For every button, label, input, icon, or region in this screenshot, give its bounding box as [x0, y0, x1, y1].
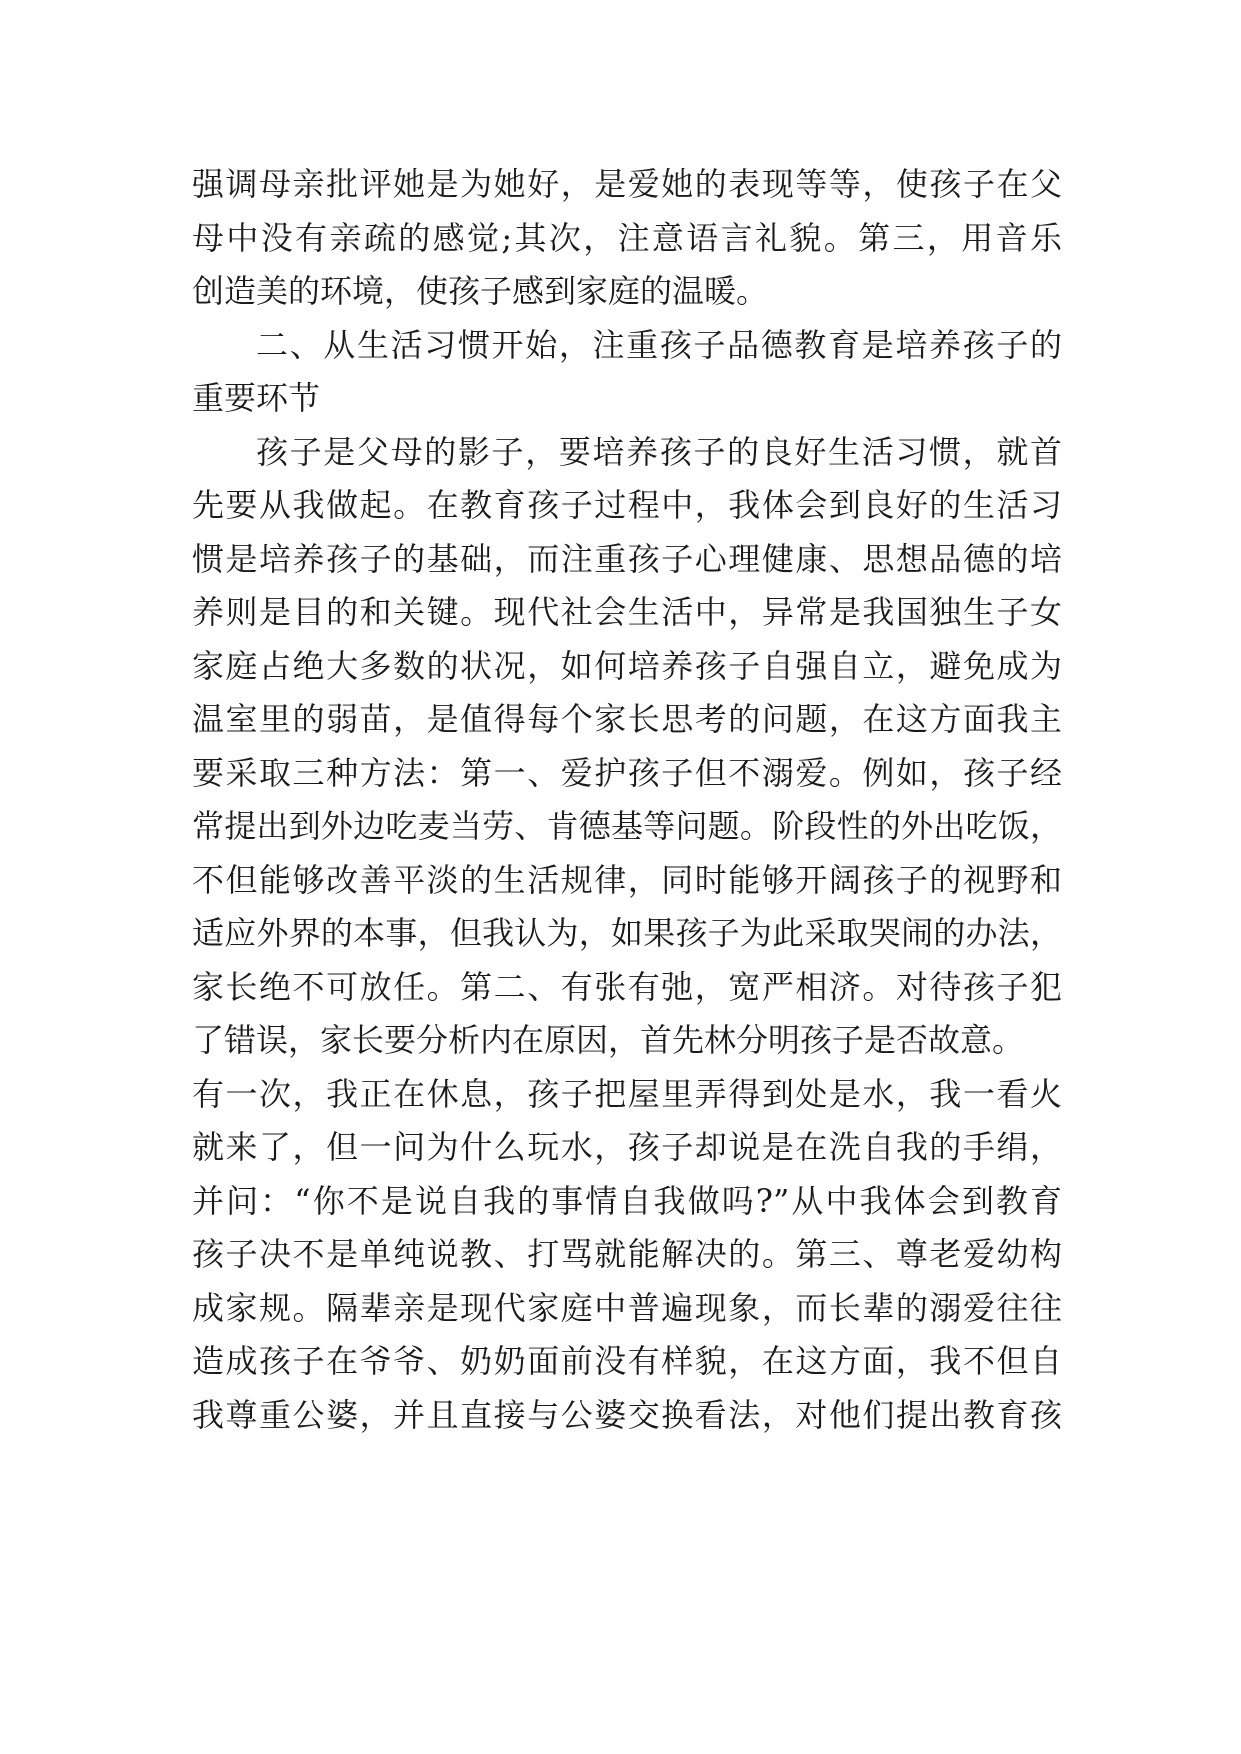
text-line: 温室里的弱苗，是值得每个家长思考的问题，在这方面我主: [192, 700, 1062, 738]
text-line: 家长绝不可放任。第二、有张有弛，宽严相济。对待孩子犯: [192, 967, 1062, 1006]
text-line: 我尊重公婆，并且直接与公婆交换看法，对他们提出教育孩: [192, 1395, 1062, 1434]
text-line: 就来了，但一问为什么玩水，孩子却说是在洗自我的手绢，: [192, 1128, 1062, 1166]
text-line: 常提出到外边吃麦当劳、肯德基等问题。阶段性的外出吃饭，: [192, 807, 1062, 845]
text-line: 要采取三种方法：第一、爱护孩子但不溺爱。例如，孩子经: [192, 753, 1062, 792]
text-line: 成家规。隔辈亲是现代家庭中普遍现象，而长辈的溺爱往往: [192, 1288, 1062, 1327]
text-line: 惯是培养孩子的基础，而注重孩子心理健康、思想品德的培: [192, 539, 1062, 578]
text-line: 适应外界的本事，但我认为，如果孩子为此采取哭闹的办法，: [192, 914, 1062, 952]
text-line: 孩子决不是单纯说教、打骂就能解决的。第三、尊老爱幼构: [192, 1235, 1062, 1273]
text-line: 造成孩子在爷爷、奶奶面前没有样貌，在这方面，我不但自: [192, 1342, 1062, 1380]
text-line: 了错误，家长要分析内在原因，首先林分明孩子是否故意。: [192, 1021, 1025, 1059]
text-line: 不但能够改善平淡的生活规律，同时能够开阔孩子的视野和: [192, 860, 1062, 899]
text-line: 家庭占绝大多数的状况，如何培养孩子自强自立，避免成为: [192, 646, 1062, 685]
body-text: [192, 158, 1062, 1442]
text-line: 先要从我做起。在教育孩子过程中，我体会到良好的生活习: [192, 486, 1062, 524]
text-line: 孩子是父母的影子，要培养孩子的良好生活习惯，就首: [256, 432, 1062, 471]
text-line: 有一次，我正在休息，孩子把屋里弄得到处是水，我一看火: [192, 1074, 1062, 1113]
text-line: 强调母亲批评她是为她好，是爱她的表现等等，使孩子在父: [192, 165, 1062, 203]
text-line: 养则是目的和关键。现代社会生活中，异常是我国独生子女: [192, 593, 1062, 631]
section-heading-line: 二、从生活习惯开始，注重孩子品德教育是培养孩子的: [256, 325, 1062, 364]
text-line: 创造美的环境，使孩子感到家庭的温暖。: [192, 272, 769, 310]
text-line: 母中没有亲疏的感觉;其次，注意语言礼貌。第三，用音乐: [192, 218, 1062, 257]
section-heading-line: 重要环节: [192, 379, 321, 417]
text-line: 并问：“你不是说自我的事情自我做吗?”从中我体会到教育: [192, 1181, 1062, 1220]
